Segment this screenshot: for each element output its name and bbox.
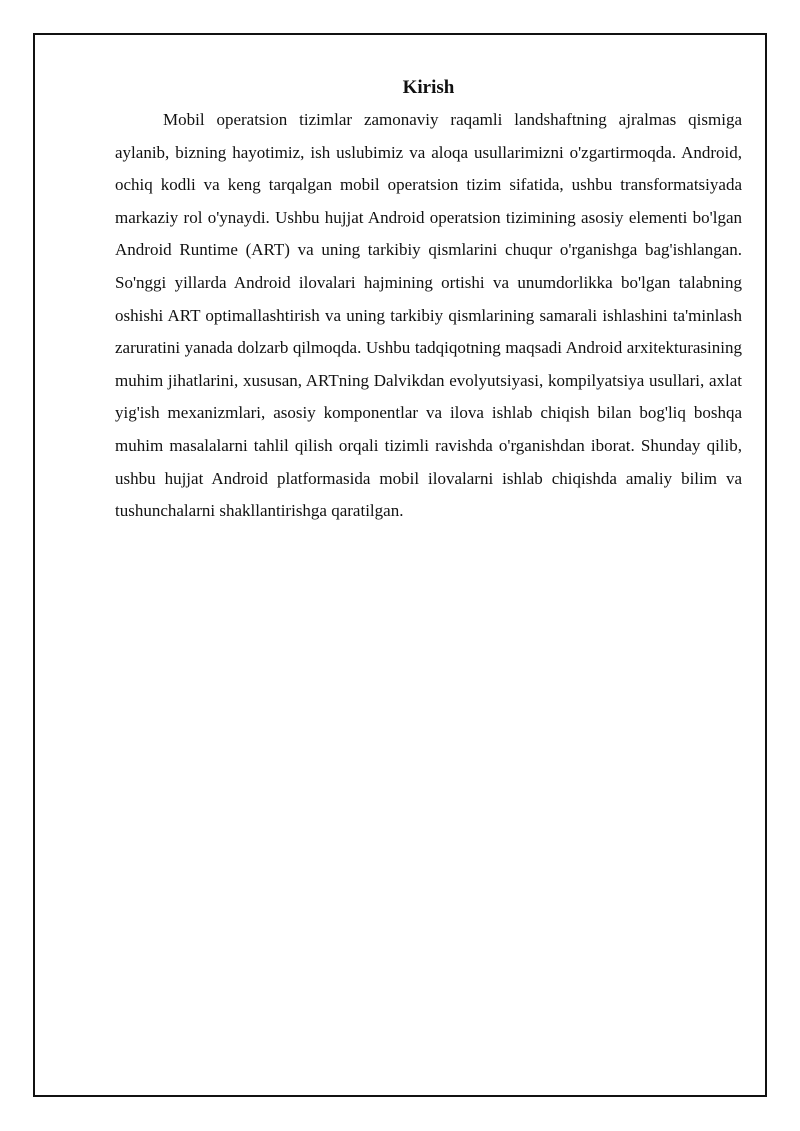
section-heading: Kirish xyxy=(402,77,455,98)
document-body xyxy=(115,74,742,528)
intro-paragraph: Mobil operatsion tizimlar zamonaviy raqamli landshaftning ajralmas qismiga aylanib, bizning hayotimiz, ish uslubimiz va aloqa usullarimizni o'zgartirmoqda. Android, ochiq kodli va keng tarqalgan mobil operatsion tizim sifatida, ushbu transformatsiyada markaziy rol o'ynaydi. Ushbu hujjat Android operatsion tizimining asosiy elementi bo'lgan Android Runtime (ART) va uning tarkibiy qismlarini chuqur o'rganishga bag'ishlangan. So'nggi yillarda Android ilovalari hajmining ortishi va unumdorlikka bo'lgan talabning oshishi ART optimallashtirish va uning tarkibiy qismlarining samarali ishlashini ta'minlash zaruratini yanada dolzarb qilmoqda. Ushbu tadqiqotning maqsadi Android arxitekturasining muhim jihatlarini, xususan, ARTning Dalvikdan evolyutsiyasi, kompilyatsiya usullari, axlat yig'ish mexanizmlari, asosiy komponentlar va ilova ishlab chiqish bilan bog'liq boshqa muhim masalalarni tahlil qilish orqali tizimli ravishda o'rganishdan iborat. Shunday qilib, ushbu hujjat Android platformasida mobil ilovalarni ishlab chiqishda amaliy bilim va tushunchalarni shakllantirishga qaratilgan. xyxy=(115,110,742,521)
